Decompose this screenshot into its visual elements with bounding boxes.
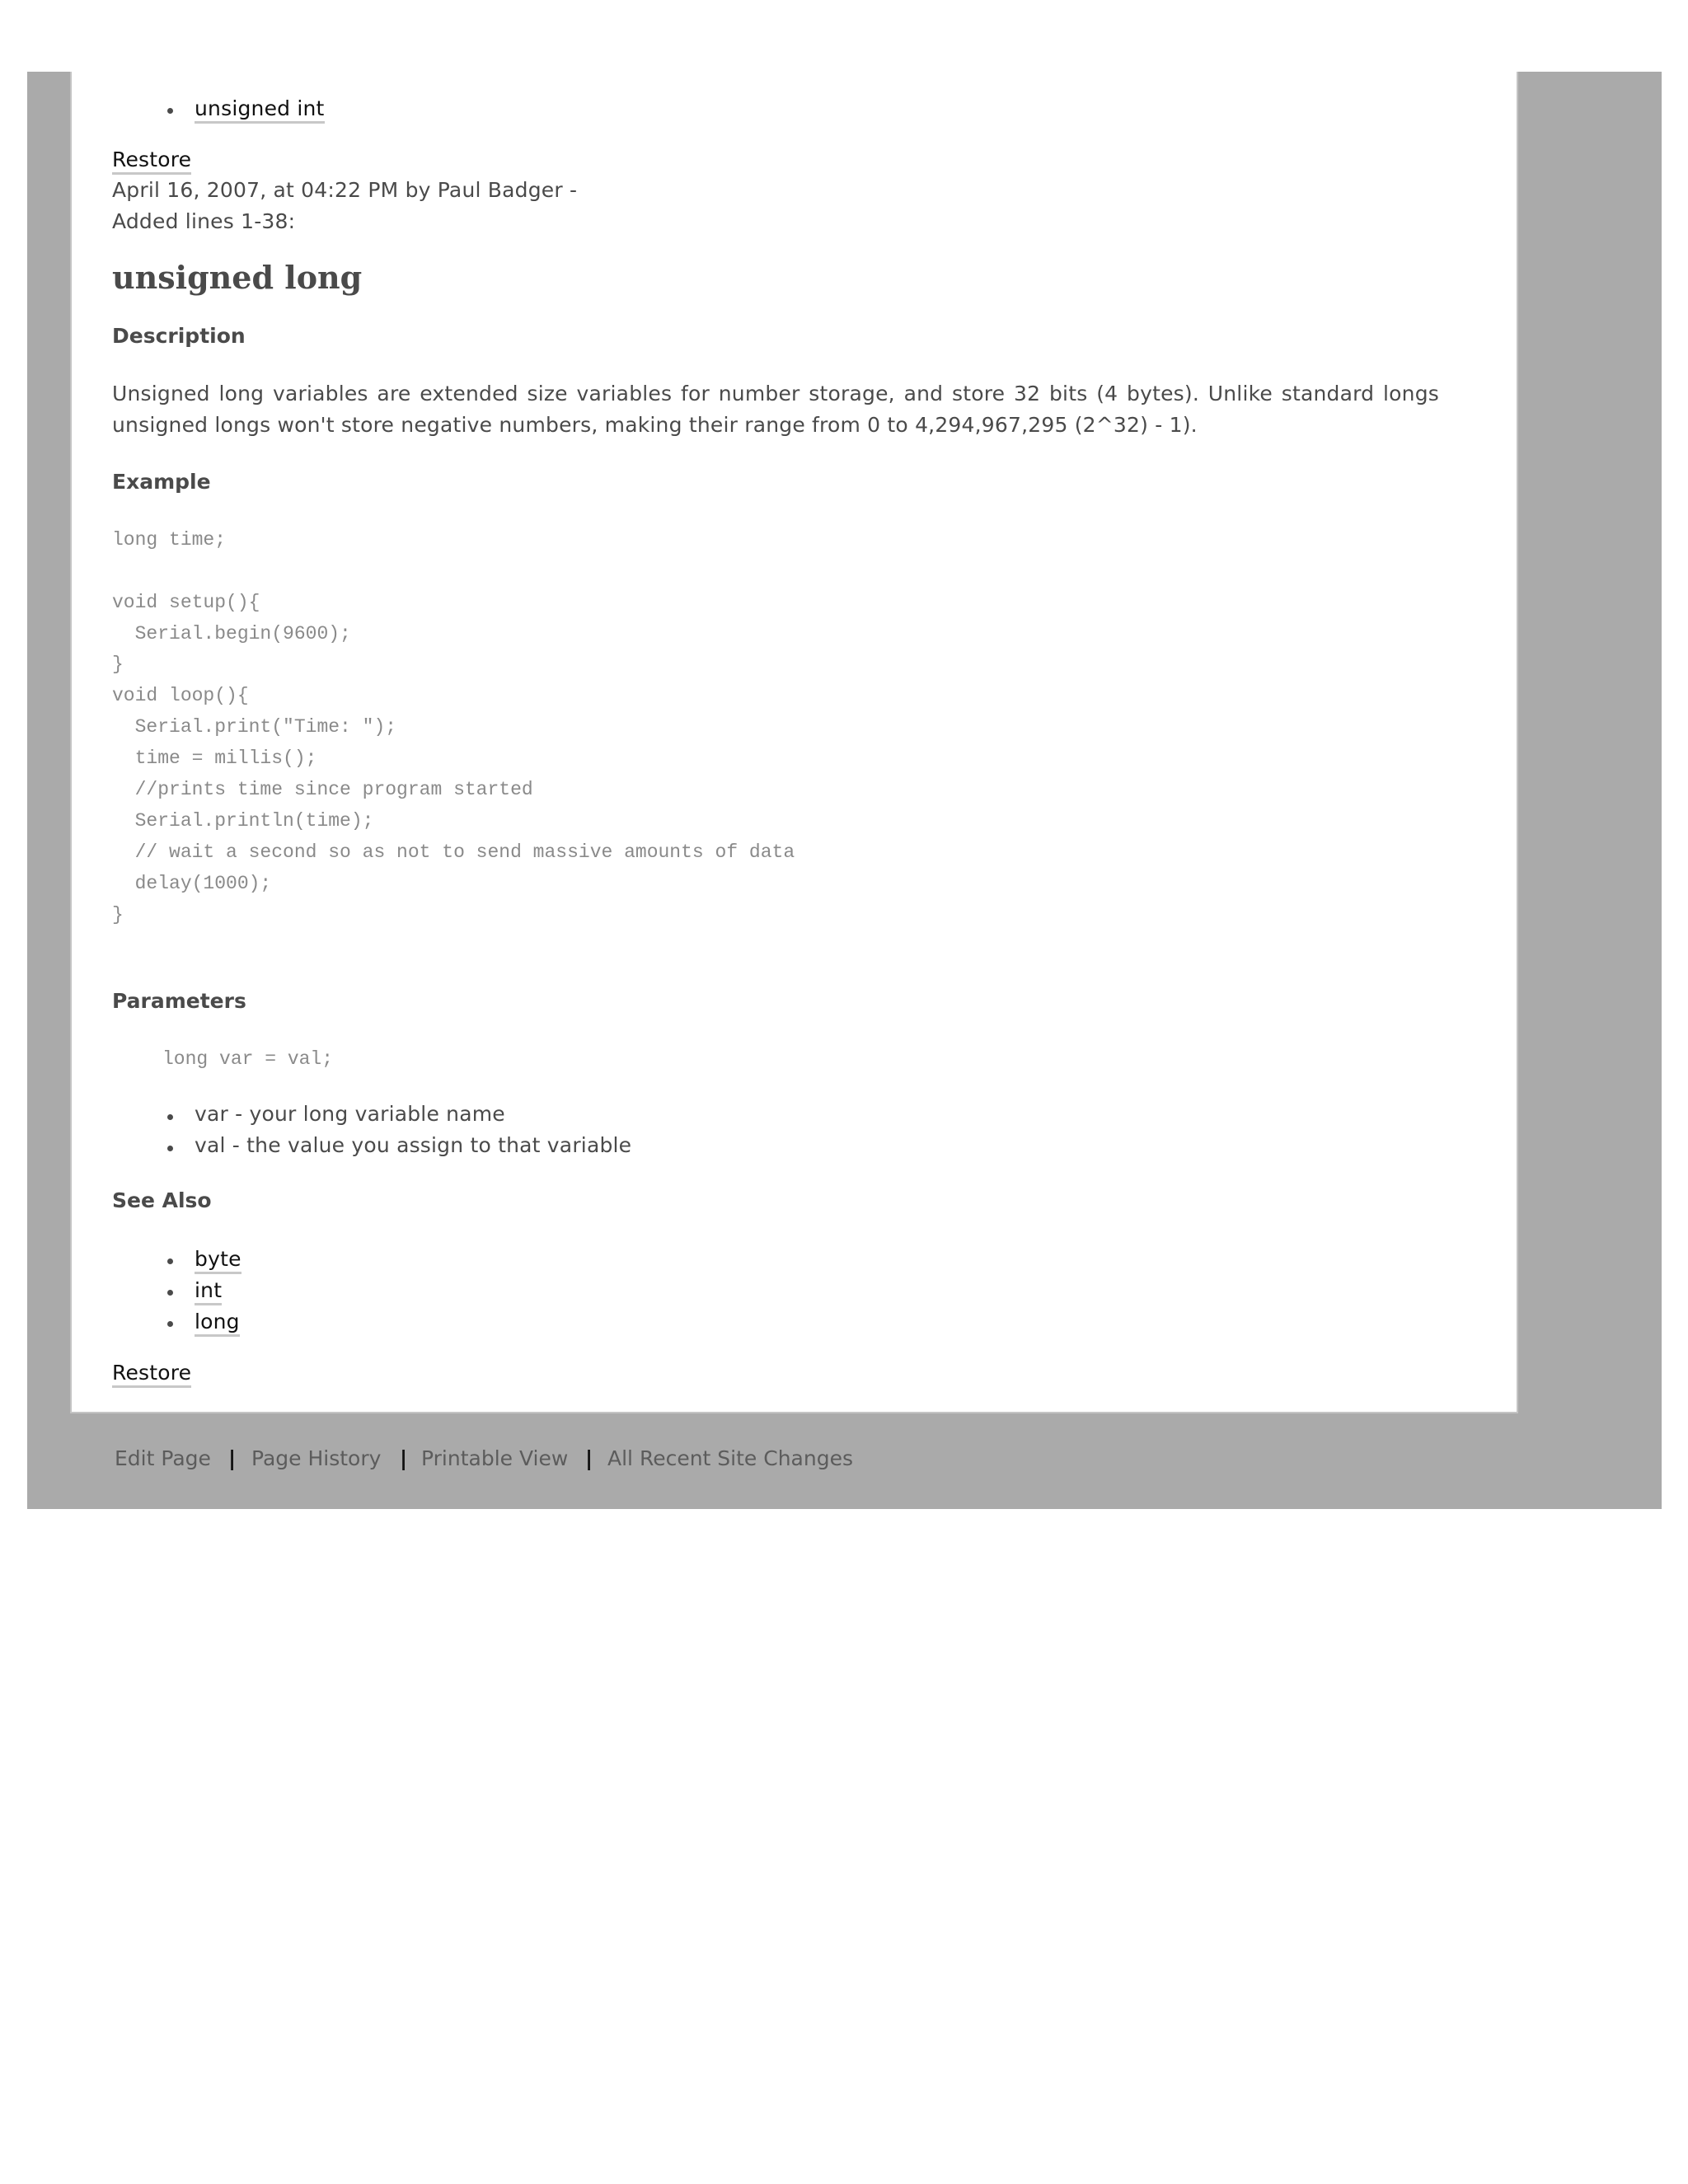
footer-separator: | [228,1446,237,1470]
parameters-heading: Parameters [112,989,246,1013]
description-heading: Description [112,324,246,348]
code-line: Serial.println(time); [112,810,374,832]
page-history-link[interactable]: Page History [251,1446,382,1470]
description-line-1: Unsigned long variables are extended size variables for number storage, and store 32 bits (4 bytes). Unlike standard longs [112,382,1439,405]
parameter-item: var - your long variable name [195,1102,505,1126]
example-heading: Example [112,470,211,494]
printable-view-link[interactable]: Printable View [421,1446,569,1470]
parameter-item: val - the value you assign to that variable [195,1133,632,1157]
edit-page-link[interactable]: Edit Page [115,1446,211,1470]
code-line: } [112,654,124,675]
list-bullet [167,1114,173,1120]
list-bullet [167,1290,173,1296]
revision-summary: Added lines 1-38: [112,209,296,233]
code-line: time = millis(); [112,748,317,769]
description-line-2: unsigned longs won't store negative numbers, making their range from 0 to 4,294,967,295 (2^32) - 1). [112,413,1198,437]
footer-separator: | [400,1446,408,1470]
code-line: void setup(){ [112,592,260,613]
revision-meta: April 16, 2007, at 04:22 PM by Paul Badger - [112,178,578,202]
list-bullet [167,108,173,114]
list-bullet [167,1321,173,1327]
see-also-link-int[interactable]: int [195,1278,222,1305]
see-also-link-long[interactable]: long [195,1310,240,1337]
see-also-heading: See Also [112,1188,212,1212]
page-title: unsigned long [112,259,363,296]
restore-link[interactable]: Restore [112,1361,191,1388]
code-line: delay(1000); [112,873,272,894]
see-also-link-byte[interactable]: byte [195,1247,241,1274]
list-bullet [167,1258,173,1264]
restore-link[interactable]: Restore [112,148,191,175]
syntax-code: long var = val; [162,1048,334,1070]
see-also-link-unsigned-int[interactable]: unsigned int [195,96,325,124]
code-line: //prints time since program started [112,779,533,800]
code-line: Serial.print("Time: "); [112,716,397,738]
code-line: long time; [112,529,227,551]
list-bullet [167,1146,173,1151]
footer-separator: | [585,1446,593,1470]
code-line: } [112,904,124,926]
all-recent-site-changes-link[interactable]: All Recent Site Changes [607,1446,853,1470]
code-line: // wait a second so as not to send massive amounts of data [112,841,795,863]
code-line: Serial.begin(9600); [112,623,351,644]
code-line: void loop(){ [112,685,249,706]
